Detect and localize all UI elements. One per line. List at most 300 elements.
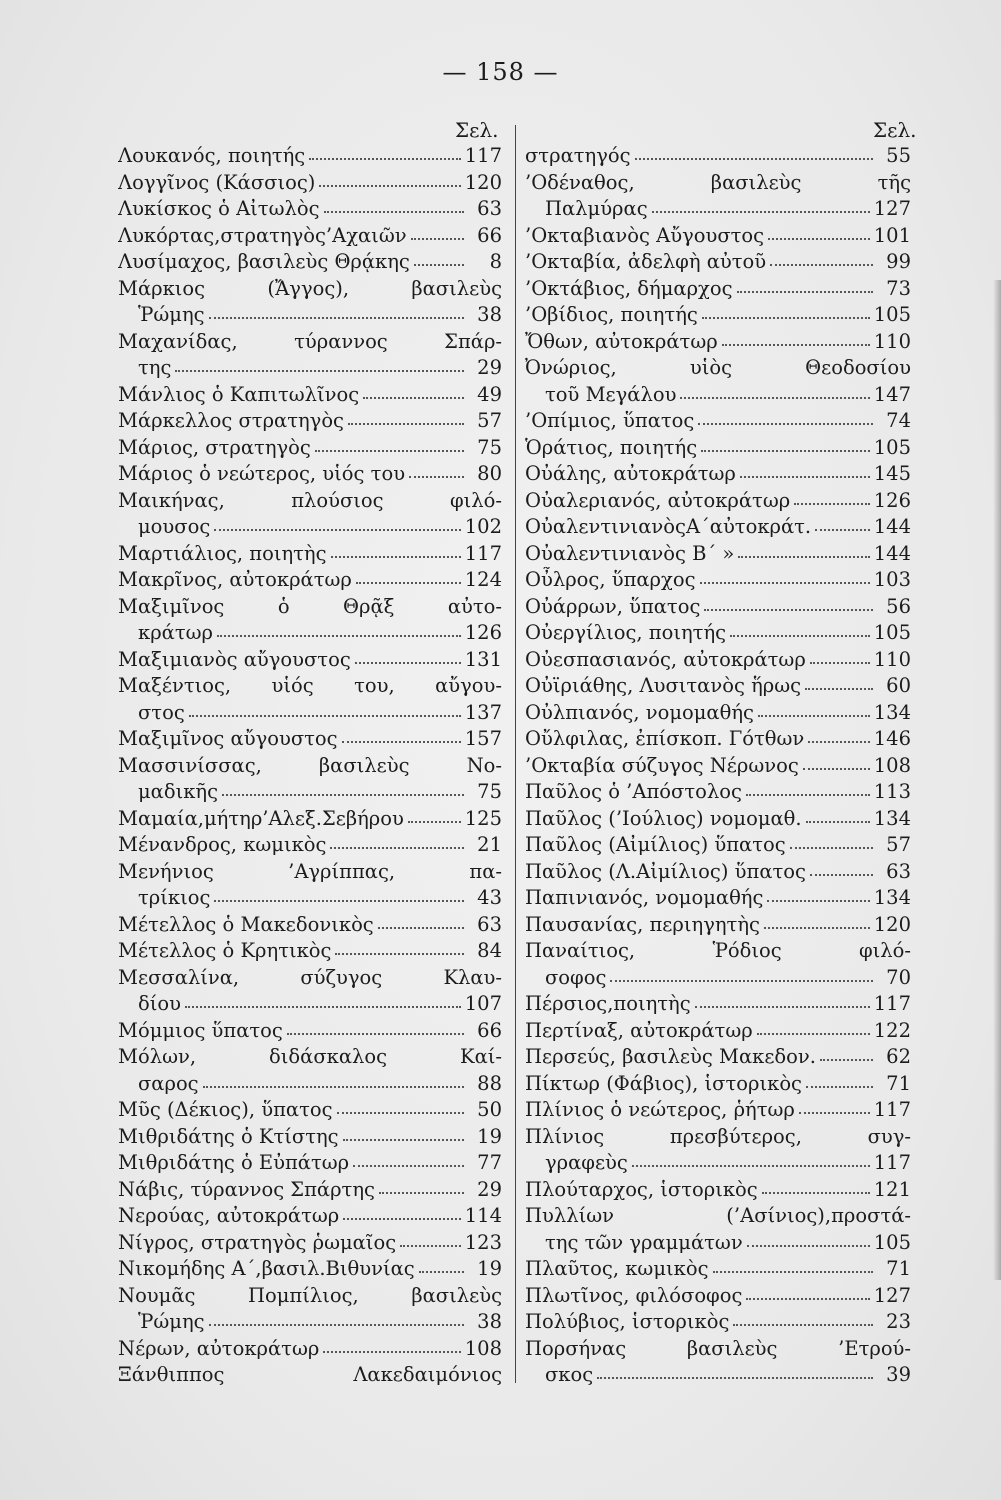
entry-text: ’Οπίμιος, ὕπατος: [525, 409, 695, 432]
entry-text: Μάρκιος (Ἄγγος), βασιλεὺς: [118, 276, 502, 300]
index-entry: [118, 1309, 502, 1336]
entry-page-number: 63: [886, 859, 911, 883]
dot-leader: [343, 1139, 464, 1141]
dot-leader: [815, 529, 870, 531]
index-entry: [525, 1071, 911, 1098]
left-column-header: Σελ.: [455, 118, 499, 142]
dot-leader: [700, 582, 870, 584]
index-entry: [525, 912, 911, 939]
entry-page-number: 157: [464, 727, 502, 750]
entry-text: Μενήνιος ’Αγρίππας, πα-: [118, 859, 502, 883]
entry-text: Πλούταρχος, ἱστορικὸς: [525, 1177, 758, 1201]
entry-text: Παλμύρας: [545, 197, 648, 220]
index-entry: [118, 1362, 502, 1389]
entry-text: Πίκτωρ (Φάβιος), ἱστορικὸς: [525, 1071, 802, 1095]
dot-leader: [738, 556, 869, 558]
entry-page-number: 110: [873, 329, 911, 353]
entry-text: Νέρων, αὐτοκράτωρ: [118, 1336, 320, 1360]
index-entry: [118, 1150, 502, 1177]
entry-page-number: 147: [873, 382, 911, 406]
index-entry: [525, 673, 911, 700]
index-entry: [525, 1256, 911, 1283]
index-entry: [525, 1203, 911, 1230]
entry-text: Πορσήνας βασιλεὺς ’Ετρού-: [525, 1336, 911, 1360]
entry-text: Μακρῖνος, αὐτοκράτωρ: [118, 568, 352, 591]
entry-text: Μαχανίδας, τύραννος Σπάρ-: [118, 329, 502, 353]
column-divider: [515, 125, 516, 1383]
entry-page-number: 110: [873, 647, 911, 671]
index-entry: [525, 143, 911, 170]
entry-text: Λυσίμαχος, βασιλεὺς Θρᾴκης: [118, 250, 410, 273]
entry-text: Μιθριδάτης ὁ Εὐπάτωρ: [118, 1151, 350, 1174]
dot-leader: [610, 980, 873, 982]
entry-page-number: 75: [477, 435, 502, 459]
index-entry: [525, 302, 911, 329]
entry-page-number: 8: [489, 250, 502, 273]
entry-text: Μαρτιάλιος, ποιητὴς: [118, 541, 327, 565]
entry-text: Οὖλρος, ὕπαρχος: [525, 568, 696, 591]
index-entry: [525, 276, 911, 303]
entry-text: ’Οκταβία, ἀδελφὴ αὐτοῦ: [525, 250, 767, 273]
dot-leader: [730, 635, 870, 637]
dot-leader: [632, 1165, 870, 1167]
entry-text: τρίκιος: [138, 886, 211, 909]
index-entry: [525, 594, 911, 621]
entry-page-number: 66: [477, 223, 502, 247]
index-entry: [118, 143, 502, 170]
entry-page-number: 38: [477, 303, 502, 326]
entry-page-number: 102: [464, 515, 502, 538]
index-entry: [118, 329, 502, 356]
entry-text: μαδικῆς: [138, 780, 219, 803]
entry-text: Ξάνθιππος Λακεδαιμόνιος: [118, 1363, 502, 1386]
index-entry: [525, 567, 911, 594]
page-number: — 158 —: [442, 58, 559, 86]
entry-page-number: 99: [886, 250, 911, 273]
index-entry: [118, 435, 502, 462]
entry-page-number: 105: [873, 435, 911, 459]
entry-text: Ῥώμης: [138, 1310, 205, 1333]
index-entry: [525, 461, 911, 488]
entry-text: Οὐεσπασιανός, αὐτοκράτωρ: [525, 647, 806, 671]
index-entry: [118, 859, 502, 886]
entry-page-number: 107: [464, 992, 502, 1015]
entry-text: Νερούας, αὐτοκράτωρ: [118, 1204, 340, 1227]
entry-page-number: 62: [886, 1045, 911, 1068]
entry-text: Λουκανός, ποιητής: [118, 144, 306, 167]
dot-leader: [331, 556, 461, 558]
index-entry: [118, 753, 502, 780]
entry-text: Πλωτῖνος, φιλόσοφος: [525, 1283, 743, 1307]
index-entry: [525, 806, 911, 833]
entry-text: Πλίνιος πρεσβύτερος, συγ-: [525, 1124, 911, 1148]
dot-leader: [794, 503, 870, 505]
entry-page-number: 117: [873, 992, 911, 1015]
entry-page-number: 57: [886, 833, 911, 856]
dot-leader: [419, 1271, 464, 1273]
entry-page-number: 105: [873, 303, 911, 326]
entry-text: Οὐλπιανός, νομομαθής: [525, 700, 754, 724]
dot-leader: [409, 476, 464, 478]
entry-text: γραφεὺς: [545, 1151, 628, 1174]
entry-page-number: 84: [477, 939, 502, 962]
index-entry: [118, 541, 502, 568]
entry-text: της τῶν γραμμάτων: [545, 1230, 743, 1254]
entry-page-number: 70: [886, 965, 911, 989]
index-entry: [525, 726, 911, 753]
dot-leader: [379, 1192, 464, 1194]
entry-text: Μόλων, διδάσκαλος Καί-: [118, 1045, 502, 1068]
entry-page-number: 101: [873, 223, 911, 247]
entry-text: Οὐάλης, αὐτοκράτωρ: [525, 462, 736, 485]
index-entry: [525, 541, 911, 568]
right-column-header: Σελ.: [873, 118, 917, 142]
dot-leader: [733, 1324, 873, 1326]
entry-page-number: 73: [886, 276, 911, 300]
entry-text: Παναίτιος, Ῥόδιος φιλό-: [525, 939, 911, 962]
dot-leader: [702, 317, 870, 319]
dot-leader: [806, 1086, 873, 1088]
entry-text: Οὐαλεριανός, αὐτοκράτωρ: [525, 488, 791, 512]
dot-leader: [175, 370, 464, 372]
index-entry: [525, 859, 911, 886]
dot-leader: [330, 847, 464, 849]
index-entry: [525, 355, 911, 382]
entry-page-number: 120: [464, 170, 502, 194]
index-entry: [118, 514, 502, 541]
entry-page-number: 117: [464, 541, 502, 565]
dot-leader: [335, 953, 464, 955]
entry-page-number: 134: [873, 886, 911, 909]
index-entry: [118, 382, 502, 409]
index-entry: [525, 223, 911, 250]
index-entry: [525, 435, 911, 462]
page-edge-shadow: [993, 280, 1001, 1280]
entry-text: Οὐάρρων, ὕπατος: [525, 594, 701, 618]
index-entry: [118, 408, 502, 435]
index-entry: [118, 620, 502, 647]
entry-text: Παῦλος (Λ.Αἰμίλιος) ὕπατος: [525, 859, 806, 883]
entry-page-number: 131: [464, 647, 502, 671]
entry-text: ’Οδέναθος, βασιλεὺς τῆς: [525, 170, 911, 194]
entry-page-number: 80: [477, 462, 502, 485]
entry-text: Ὁράτιος, ποιητής: [525, 435, 698, 459]
entry-page-number: 121: [873, 1177, 911, 1201]
entry-page-number: 137: [464, 700, 502, 724]
dot-leader: [758, 715, 870, 717]
entry-text: κράτωρ: [138, 621, 213, 644]
entry-page-number: 114: [464, 1204, 502, 1227]
entry-page-number: 74: [886, 409, 911, 432]
entry-page-number: 134: [873, 806, 911, 830]
entry-page-number: 23: [886, 1310, 911, 1333]
entry-text: Μῦς (Δέκιος), ὕπατος: [118, 1098, 333, 1121]
entry-page-number: 125: [464, 806, 502, 830]
index-entry: [525, 1044, 911, 1071]
entry-page-number: 117: [873, 1098, 911, 1121]
entry-text: Λυκόρτας,στρατηγὸς’Αχαιῶν: [118, 223, 407, 247]
entry-text: Μόμμιος ὕπατος: [118, 1018, 283, 1042]
dot-leader: [767, 900, 869, 902]
entry-text: Πλαῦτος, κωμικὸς: [525, 1257, 709, 1280]
entry-page-number: 57: [477, 409, 502, 432]
index-entry: [118, 594, 502, 621]
dot-leader: [635, 158, 873, 160]
entry-page-number: 105: [873, 621, 911, 644]
index-entry: [525, 832, 911, 859]
index-entry: [118, 1336, 502, 1363]
entry-page-number: 75: [477, 780, 502, 803]
entry-text: της: [138, 356, 172, 379]
entry-page-number: 38: [477, 1310, 502, 1333]
entry-page-number: 77: [477, 1151, 502, 1174]
entry-page-number: 126: [873, 488, 911, 512]
entry-text: Οὐϊριάθης, Λυσιτανὸς ἥρως: [525, 674, 802, 697]
index-entry: [118, 276, 502, 303]
index-entry: [525, 938, 911, 965]
entry-text: Πυλλίων (’Ασίνιος),προστά-: [525, 1204, 911, 1227]
index-entry: [525, 1283, 911, 1310]
entry-text: Μάριος, στρατηγὸς: [118, 435, 311, 459]
entry-page-number: 120: [873, 912, 911, 936]
entry-page-number: 63: [477, 912, 502, 936]
index-entry: [525, 249, 911, 276]
entry-text: Οὐεργίλιος, ποιητής: [525, 621, 727, 644]
index-entry: [118, 1071, 502, 1098]
dot-leader: [319, 185, 460, 187]
entry-page-number: 145: [873, 462, 911, 485]
dot-leader: [356, 582, 461, 584]
index-entry: [118, 912, 502, 939]
dot-leader: [217, 635, 461, 637]
index-entry: [118, 1097, 502, 1124]
entry-text: Περσεύς, βασιλεὺς Μακεδον.: [525, 1045, 816, 1068]
right-index-column: [525, 143, 911, 1389]
entry-page-number: 144: [873, 541, 911, 565]
entry-page-number: 117: [873, 1151, 911, 1174]
entry-text: Μέτελλος ὁ Μακεδονικὸς: [118, 912, 374, 936]
dot-leader: [315, 450, 464, 452]
entry-text: Μαξιμιανὸς αὔγουστος: [118, 647, 351, 671]
entry-text: Ὄθων, αὐτοκράτωρ: [525, 329, 718, 353]
dot-leader: [414, 264, 464, 266]
entry-page-number: 105: [873, 1230, 911, 1254]
entry-text: Μαξιμῖνος ὁ Θρᾷξ αὐτο-: [118, 594, 502, 618]
index-entry: [118, 700, 502, 727]
dot-leader: [597, 1377, 873, 1379]
entry-page-number: 144: [873, 515, 911, 538]
entry-text: Ὀνώριος, υἱὸς Θεοδοσίου: [525, 356, 911, 379]
dot-leader: [324, 211, 464, 213]
entry-text: Μεσσαλίνα, σύζυγος Κλαυ-: [118, 965, 502, 989]
index-entry: [118, 938, 502, 965]
index-entry: [118, 1203, 502, 1230]
dot-leader: [203, 1086, 464, 1088]
dot-leader: [764, 927, 870, 929]
entry-text: Παυσανίας, περιηγητὴς: [525, 912, 760, 936]
entry-page-number: 71: [886, 1071, 911, 1095]
entry-text: Νάβις, τύραννος Σπάρτης: [118, 1177, 375, 1201]
entry-text: ’Οκταβία σύζυγος Νέρωνος: [525, 753, 799, 777]
entry-page-number: 56: [886, 594, 911, 618]
dot-leader: [343, 1218, 461, 1220]
dot-leader: [808, 741, 869, 743]
entry-text: Νίγρος, στρατηγὸς ῥωμαῖος: [118, 1230, 397, 1254]
entry-page-number: 71: [886, 1257, 911, 1280]
entry-page-number: 126: [464, 621, 502, 644]
index-entry: [525, 514, 911, 541]
index-entry: [525, 885, 911, 912]
index-entry: [118, 567, 502, 594]
entry-page-number: 63: [477, 197, 502, 220]
entry-text: ’Οκταβιανὸς Αὔγουστος: [525, 223, 765, 247]
index-entry: [525, 1309, 911, 1336]
entry-text: Νουμᾶς Πομπίλιος, βασιλεὺς: [118, 1283, 502, 1307]
entry-text: Λογγῖνος (Κάσσιος): [118, 170, 316, 194]
entry-text: Λυκίσκος ὁ Αἰτωλὸς: [118, 197, 320, 220]
dot-leader: [746, 794, 870, 796]
dot-leader: [757, 1033, 870, 1035]
dot-leader: [378, 927, 464, 929]
index-entry: [525, 408, 911, 435]
entry-text: στρατηγός: [525, 144, 631, 167]
dot-leader: [806, 821, 870, 823]
entry-text: Μιθριδάτης ὁ Κτίστης: [118, 1124, 339, 1148]
entry-page-number: 66: [477, 1018, 502, 1042]
index-entry: [118, 1018, 502, 1045]
entry-page-number: 122: [873, 1018, 911, 1042]
dot-leader: [363, 397, 464, 399]
entry-page-number: 134: [873, 700, 911, 724]
entry-page-number: 123: [464, 1230, 502, 1254]
index-entry: [525, 779, 911, 806]
entry-page-number: 127: [873, 197, 911, 220]
entry-text: δίου: [138, 992, 181, 1015]
dot-leader: [411, 238, 464, 240]
index-entry: [525, 196, 911, 223]
index-entry: [525, 647, 911, 674]
dot-leader: [820, 1059, 873, 1061]
index-entry: [118, 673, 502, 700]
dot-leader: [214, 900, 464, 902]
index-entry: [118, 991, 502, 1018]
entry-page-number: 29: [477, 1177, 502, 1201]
dot-leader: [790, 847, 873, 849]
entry-page-number: 103: [873, 568, 911, 591]
index-entry: [118, 1177, 502, 1204]
entry-text: Οὐαλεντινιανὸς Β΄ »: [525, 541, 735, 565]
entry-text: Μάρκελλος στρατηγὸς: [118, 409, 344, 432]
dot-leader: [695, 1006, 870, 1008]
index-entry: [118, 1230, 502, 1257]
dot-leader: [652, 211, 870, 213]
index-entry: [118, 249, 502, 276]
entry-text: Παῦλος (Αἰμίλιος) ὕπατος: [525, 833, 786, 856]
dot-leader: [704, 609, 873, 611]
entry-text: Μαικήνας, πλούσιος φιλό-: [118, 488, 502, 512]
index-entry: [118, 488, 502, 515]
entry-page-number: 49: [477, 382, 502, 406]
entry-page-number: 124: [464, 568, 502, 591]
dot-leader: [209, 317, 464, 319]
entry-text: Πολύβιος, ἱστορικὸς: [525, 1310, 730, 1333]
entry-page-number: 50: [477, 1098, 502, 1121]
entry-page-number: 29: [477, 356, 502, 379]
entry-text: Πέρσιος,ποιητὴς: [525, 992, 691, 1015]
dot-leader: [803, 768, 870, 770]
index-entry: [525, 170, 911, 197]
index-entry: [118, 461, 502, 488]
entry-text: Μέτελλος ὁ Κρητικὸς: [118, 939, 332, 962]
index-entry: [525, 1124, 911, 1151]
entry-text: σαρος: [138, 1071, 199, 1095]
entry-text: Περτίναξ, αὐτοκράτωρ: [525, 1018, 753, 1042]
dot-leader: [746, 1298, 869, 1300]
index-entry: [525, 991, 911, 1018]
entry-text: Μαξιμῖνος αὔγουστος: [118, 727, 338, 750]
entry-page-number: 127: [873, 1283, 911, 1307]
index-entry: [525, 1362, 911, 1389]
left-index-column: [118, 143, 502, 1389]
entry-text: σοφος: [545, 965, 607, 989]
dot-leader: [209, 1324, 464, 1326]
index-entry: [525, 1177, 911, 1204]
index-entry: [525, 700, 911, 727]
index-entry: [118, 806, 502, 833]
entry-page-number: 113: [873, 780, 911, 803]
dot-leader: [799, 1112, 870, 1114]
dot-leader: [770, 264, 873, 266]
dot-leader: [337, 1112, 464, 1114]
index-entry: [118, 779, 502, 806]
entry-text: Πλίνιος ὁ νεώτερος, ῥήτωρ: [525, 1098, 795, 1121]
index-entry: [118, 1256, 502, 1283]
entry-page-number: 39: [886, 1363, 911, 1386]
dot-leader: [737, 291, 873, 293]
index-entry: [525, 488, 911, 515]
index-entry: [525, 382, 911, 409]
dot-leader: [309, 158, 461, 160]
index-entry: [118, 1044, 502, 1071]
entry-page-number: 43: [477, 886, 502, 909]
index-entry: [118, 965, 502, 992]
index-entry: [118, 832, 502, 859]
entry-text: Μασσινίσσας, βασιλεὺς Νο-: [118, 753, 502, 777]
dot-leader: [810, 662, 870, 664]
entry-page-number: 21: [477, 833, 502, 856]
entry-text: ’Οβίδιος, ποιητής: [525, 303, 698, 326]
entry-text: ΟὐαλεντινιανὸςΑ΄αὐτοκράτ.: [525, 515, 812, 538]
dot-leader: [400, 1245, 461, 1247]
entry-text: Μαμαία,μήτηρ’Αλεξ.Σεβήρου: [118, 806, 404, 830]
entry-page-number: 88: [477, 1071, 502, 1095]
dot-leader: [740, 476, 870, 478]
index-entry: [525, 620, 911, 647]
dot-leader: [768, 238, 870, 240]
entry-page-number: 55: [886, 144, 911, 167]
entry-text: σκος: [545, 1363, 594, 1386]
entry-text: Μένανδρος, κωμικὸς: [118, 833, 327, 856]
entry-text: Οὔλφιλας, ἐπίσκοπ. Γότθων: [525, 727, 805, 750]
entry-text: Παῦλος ὁ ’Απόστολος: [525, 780, 742, 803]
entry-text: τοῦ Μεγάλου: [545, 382, 677, 406]
index-entry: [525, 1018, 911, 1045]
dot-leader: [342, 741, 461, 743]
entry-text: Νικομήδης Α΄,βασιλ.Βιθυνίας: [118, 1257, 415, 1280]
entry-page-number: 108: [464, 1336, 502, 1360]
dot-leader: [323, 1351, 460, 1353]
dot-leader: [348, 423, 464, 425]
